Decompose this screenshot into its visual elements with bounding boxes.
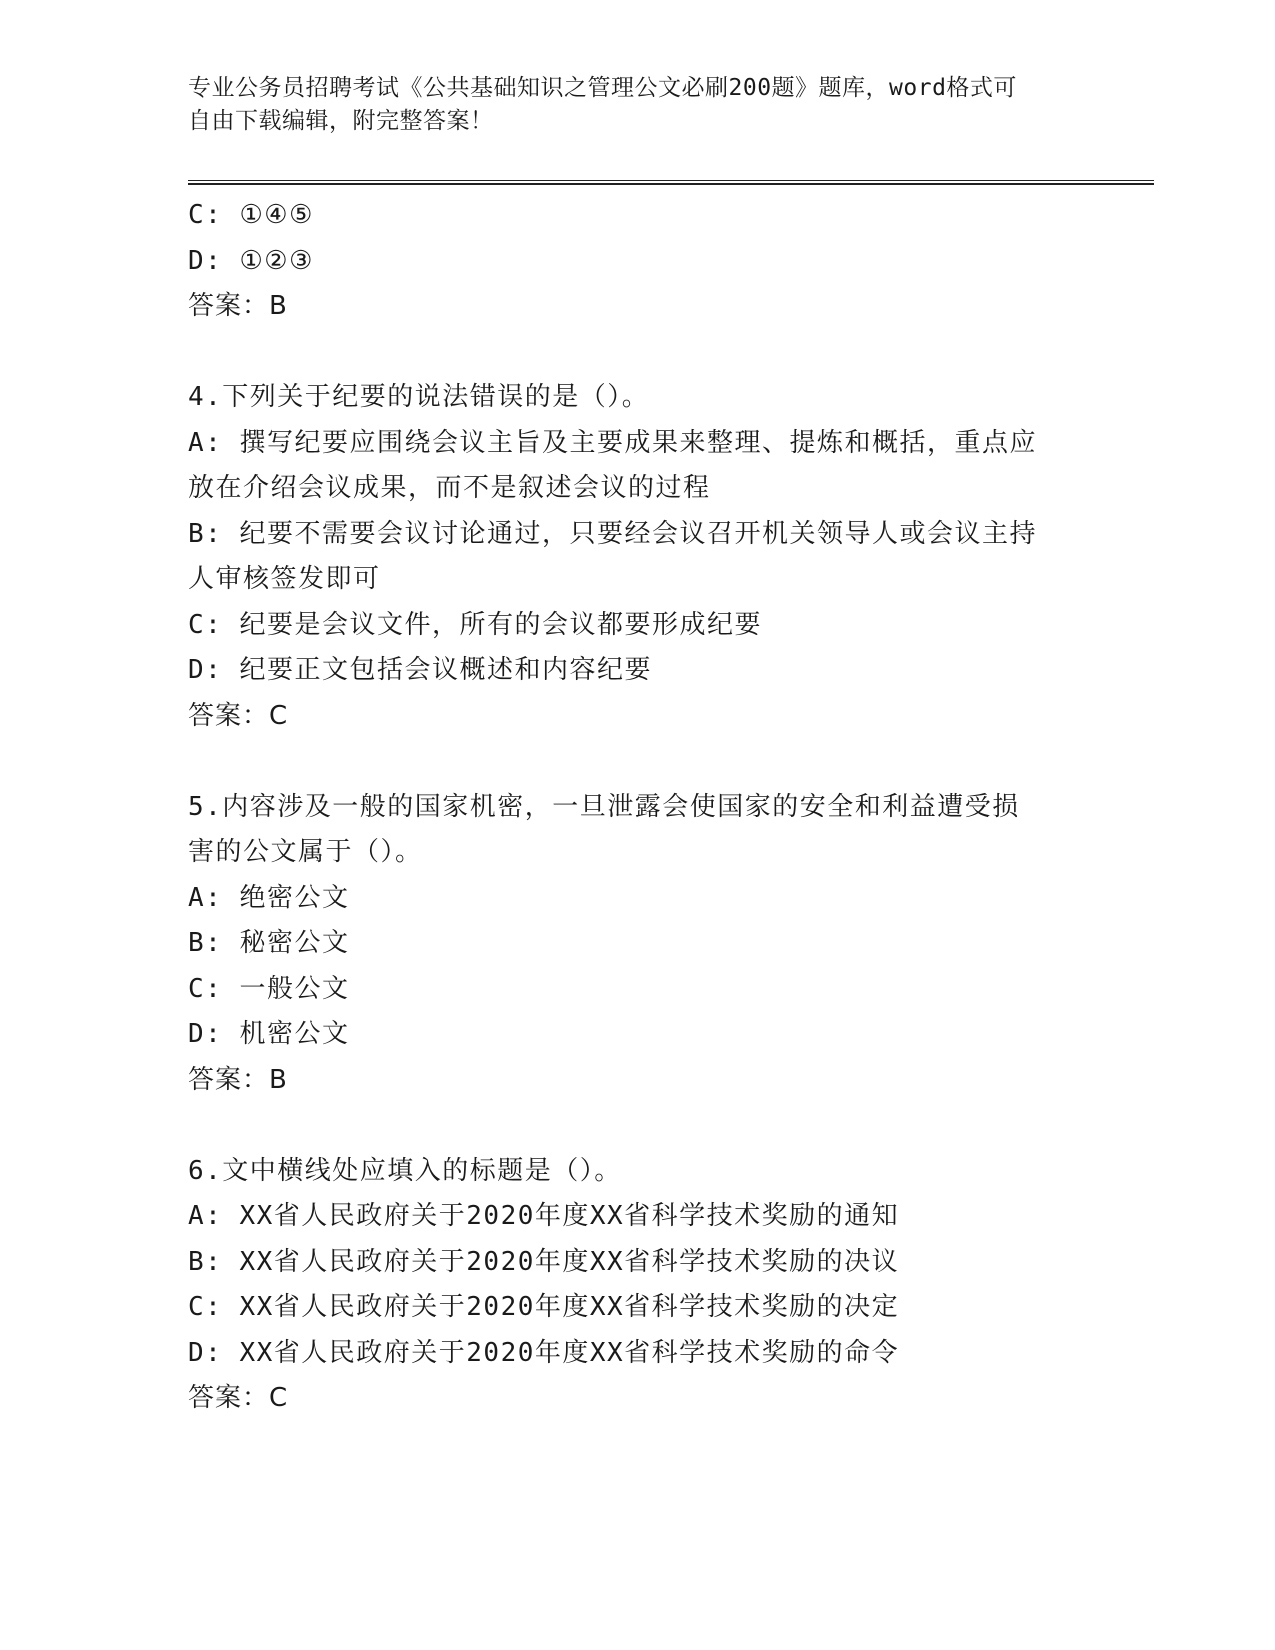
header-divider-thin	[188, 180, 1154, 181]
option-b: B: 秘密公文	[188, 928, 350, 958]
option-c: C: 纪要是会议文件，所有的会议都要形成纪要	[188, 609, 762, 640]
option-c: C: XX省人民政府关于2020年度XX省科学技术奖励的决定	[188, 1292, 900, 1322]
option-d: D: XX省人民政府关于2020年度XX省科学技术奖励的命令	[188, 1337, 900, 1368]
question-stem: 6.文中横线处应填入的标题是（）。	[188, 1155, 622, 1186]
question-stem-continued: 害的公文属于（）。	[188, 837, 423, 867]
option-a: A: XX省人民政府关于2020年度XX省科学技术奖励的通知	[188, 1201, 900, 1231]
question-5	[188, 785, 1088, 1104]
question-6	[188, 1149, 1088, 1422]
option-c: C: 一般公文	[188, 973, 350, 1004]
option-a: A: 绝密公文	[188, 882, 350, 913]
option-a: A: 撰写纪要应围绕会议主旨及主要成果来整理、提炼和概括，重点应	[188, 427, 1037, 458]
option-b: B: 纪要不需要会议讨论通过，只要经会议召开机关领导人或会议主持	[188, 518, 1037, 549]
header-line-1: 专业公务员招聘考试《公共基础知识之管理公文必刷200题》题库，word格式可	[188, 75, 1017, 101]
answer-line: 答案：B	[188, 291, 288, 321]
answer-line: 答案：C	[188, 700, 289, 731]
spacer	[188, 739, 1088, 785]
option-a-continued: 放在介绍会议成果，而不是叙述会议的过程	[188, 473, 711, 503]
header-divider-thick	[188, 183, 1154, 185]
option-d: D: 纪要正文包括会议概述和内容纪要	[188, 655, 652, 685]
option-b: B: XX省人民政府关于2020年度XX省科学技术奖励的决议	[188, 1246, 900, 1277]
question-3-tail	[188, 193, 1088, 330]
question-stem: 4.下列关于纪要的说法错误的是（）。	[188, 382, 650, 412]
option-d: D: ①②③	[188, 245, 314, 276]
option-d: D: 机密公文	[188, 1019, 350, 1049]
option-b-continued: 人审核签发即可	[188, 564, 381, 594]
header-line-2: 自由下载编辑，附完整答案！	[188, 108, 494, 134]
question-stem: 5.内容涉及一般的国家机密，一旦泄露会使国家的安全和利益遭受损	[188, 791, 1020, 822]
spacer	[188, 1103, 1088, 1149]
question-list	[188, 193, 1088, 1422]
answer-line: 答案：B	[188, 1064, 288, 1095]
question-4	[188, 375, 1088, 739]
page-header	[188, 72, 1068, 138]
answer-line: 答案：C	[188, 1383, 289, 1413]
option-c: C: ①④⑤	[188, 200, 314, 230]
spacer	[188, 330, 1088, 376]
